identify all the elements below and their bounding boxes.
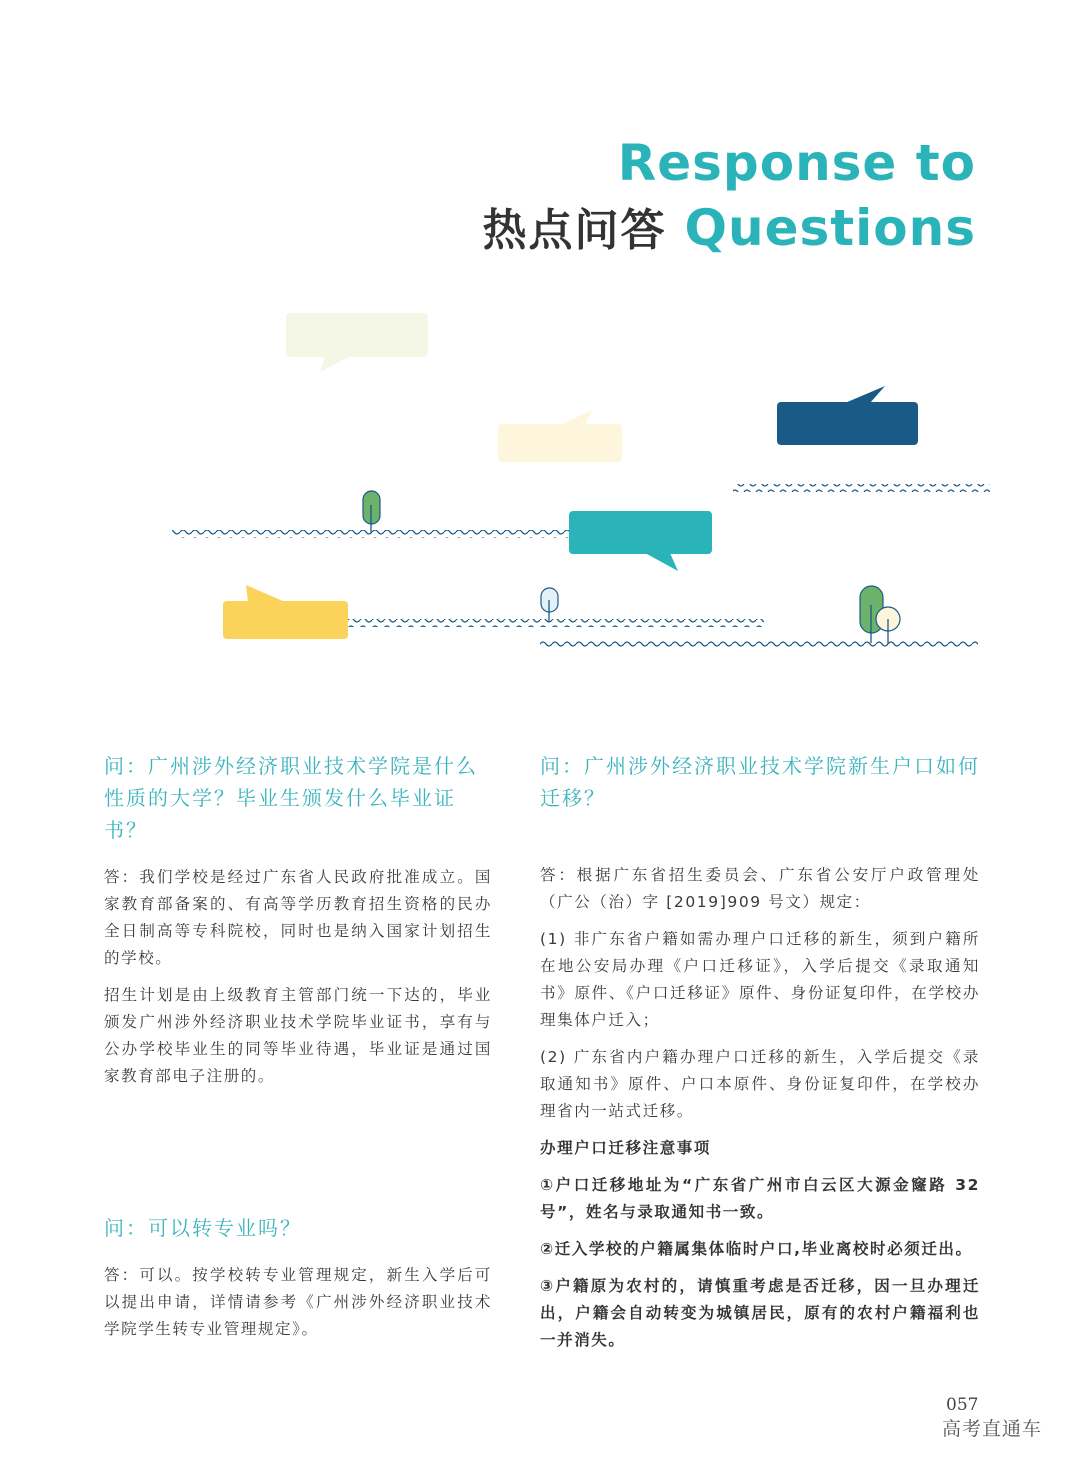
tree-icon	[860, 586, 900, 644]
title-english-line2: Questions	[684, 199, 976, 257]
wave-line	[348, 619, 764, 627]
notes-title: 办理户口迁移注意事项	[540, 1139, 712, 1157]
left-column	[104, 750, 492, 1100]
wave-line	[540, 641, 978, 649]
question-transfer-major: 问：可以转专业吗？	[104, 1216, 302, 1240]
note-item: ③户籍原为农村的，请慎重考虑是否迁移，因一旦办理迁出，户籍会自动转变为城镇居民，原有的农村户籍福利也一并消失。	[540, 1277, 980, 1349]
answer-paragraph: 答：可以。按学校转专业管理规定，新生入学后可以提出申请，详情请参考《广州涉外经济职业技术学院学生转专业管理规定》。	[104, 1266, 492, 1338]
watermark: 高考直通车	[942, 1418, 1043, 1440]
question-hukou: 问：广州涉外经济职业技术学院新生户口如何迁移？	[540, 754, 980, 810]
answer-paragraph: 答：根据广东省招生委员会、广东省公安厅户政管理处（广公（治）字 [2019]909 号文）规定：	[540, 866, 980, 911]
bubble-navy	[777, 386, 918, 445]
title-chinese: 热点问答	[482, 205, 667, 256]
bubble-yellow	[223, 585, 348, 639]
tree-icon	[363, 491, 380, 533]
right-column	[540, 750, 980, 1364]
tree-icon	[541, 588, 558, 622]
note-item: ①户口迁移地址为“广东省广州市白云区大源金窿路 32 号”，姓名与录取通知书一致。	[540, 1176, 980, 1221]
answer-paragraph: (2) 广东省内户籍办理户口迁移的新生，入学后提交《录取通知书》原件、户口本原件、身份证复印件，在学校办理省内一站式迁移。	[540, 1048, 980, 1120]
note-item: ②迁入学校的户籍属集体临时户口,毕业离校时必须迁出。	[540, 1240, 973, 1258]
question-nature: 问：广州涉外经济职业技术学院是什么性质的大学？毕业生颁发什么毕业证书？	[104, 754, 478, 842]
wave-line	[733, 484, 990, 492]
speech-bubble-illustration	[0, 290, 1080, 670]
title-row	[482, 194, 976, 258]
answer-paragraph: 答：我们学校是经过广东省人民政府批准成立。国家教育部备案的、有高等学历教育招生资格的民办全日制高等专科院校，同时也是纳入国家计划招生的学校。	[104, 868, 492, 967]
title-english-line1: Response to	[617, 134, 976, 192]
left-column-2	[104, 1212, 492, 1353]
page-number: 057	[946, 1395, 979, 1415]
bubble-light-green	[286, 313, 428, 372]
bubble-light-yellow	[498, 410, 622, 462]
answer-paragraph: (1) 非广东省户籍如需办理户口迁移的新生，须到户籍所在地公安局办理《户口迁移证》，入学后提交《录取通知书》原件、《户口迁移证》原件、身份证复印件，在学校办理集体户迁入；	[540, 930, 980, 1029]
answer-paragraph: 招生计划是由上级教育主管部门统一下达的，毕业颁发广州涉外经济职业技术学院毕业证书，享有与公办学校毕业生的同等毕业待遇，毕业证是通过国家教育部电子注册的。	[104, 986, 492, 1085]
bubble-teal	[569, 511, 712, 571]
